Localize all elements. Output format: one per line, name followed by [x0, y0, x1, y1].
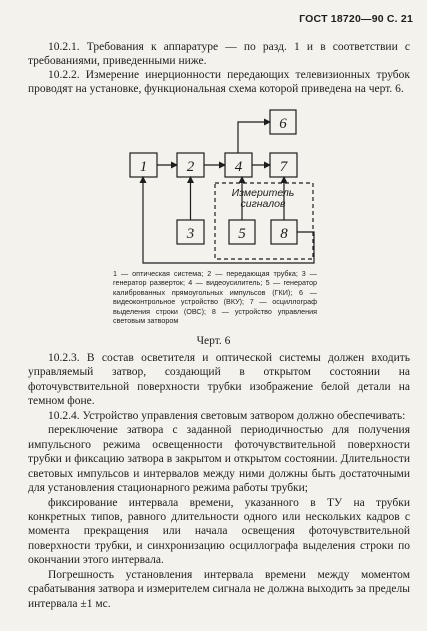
box-7-label: 7 [279, 159, 288, 175]
page-header: ГОСТ 18720—90 С. 21 [299, 13, 413, 25]
diagram-legend: 1 — оптическая система; 2 — передающая трубка; 3 — генератор разверток; 4 — видеоусилитель; 5 — генератор калиброванных прямоугольных импульсов (ГКИ); 6 — видеоконтрольное устройство (ВКУ); 7 — осциллограф выделения строки (ОВС); 8 — устройство управления световым затвором [113, 269, 317, 326]
paragraph-10-2-3: 10.2.3. В состав осветителя и оптической системы должен входить управляемый затвор, создающий в открытом состоянии на фоточувствительной поверхности трубки изображение белой детали на темном фоне. [28, 352, 410, 408]
box-6-label: 6 [279, 116, 287, 132]
box-3-label: 3 [186, 226, 195, 242]
box-8-label: 8 [280, 226, 288, 242]
paragraph-interval-fixing: фиксирование интервала времени, указанного в ТУ на трубки конкретных типов, равного длительности одного или нескольких кадров с момента прекращения или начала освещения фоточувствительной поверхности трубки, и синхронизацию осциллографа выделения строки по окончании этого интервала. [28, 496, 410, 567]
paragraph-error-limit: Погрешность установления интервала времени между моментом срабатывания затвора и измерителем сигнала не должна выходить за пределы интервала ±1 мс. [28, 568, 410, 610]
paragraph-10-2-2: 10.2.2. Измерение инерционности передающих телевизионных трубок проводят на установке, функциональная схема которой приведена на черт. 6. [28, 69, 410, 96]
paragraph-10-2-4: 10.2.4. Устройство управления световым затвором должно обеспечивать: [48, 409, 406, 422]
paragraph-10-2-1: 10.2.1. Требования к аппаратуре — по разд. 1 и в соответствии с требованиями, приведенными ниже. [28, 41, 410, 68]
measurer-label-line1: Измеритель [231, 187, 295, 199]
figure-caption: Черт. 6 [196, 335, 231, 347]
measurer-label-line2: сигналов [240, 198, 286, 210]
box-1-label: 1 [139, 159, 148, 175]
paragraph-shutter-switching: переключение затвора с заданной периодичностью для получения импульсного режима освещенности фоточувствительной поверхности трубки и фиксацию затвора в закрытом и открытом состоянии. Длительности световых импульсов и интервалов между ними должны быть достаточными для установления стационарного режима работы трубки; [28, 424, 410, 495]
box-5-label: 5 [238, 226, 246, 242]
box-2-label: 2 [186, 159, 195, 175]
body-text [28, 351, 410, 611]
box-4-label: 4 [234, 159, 243, 175]
